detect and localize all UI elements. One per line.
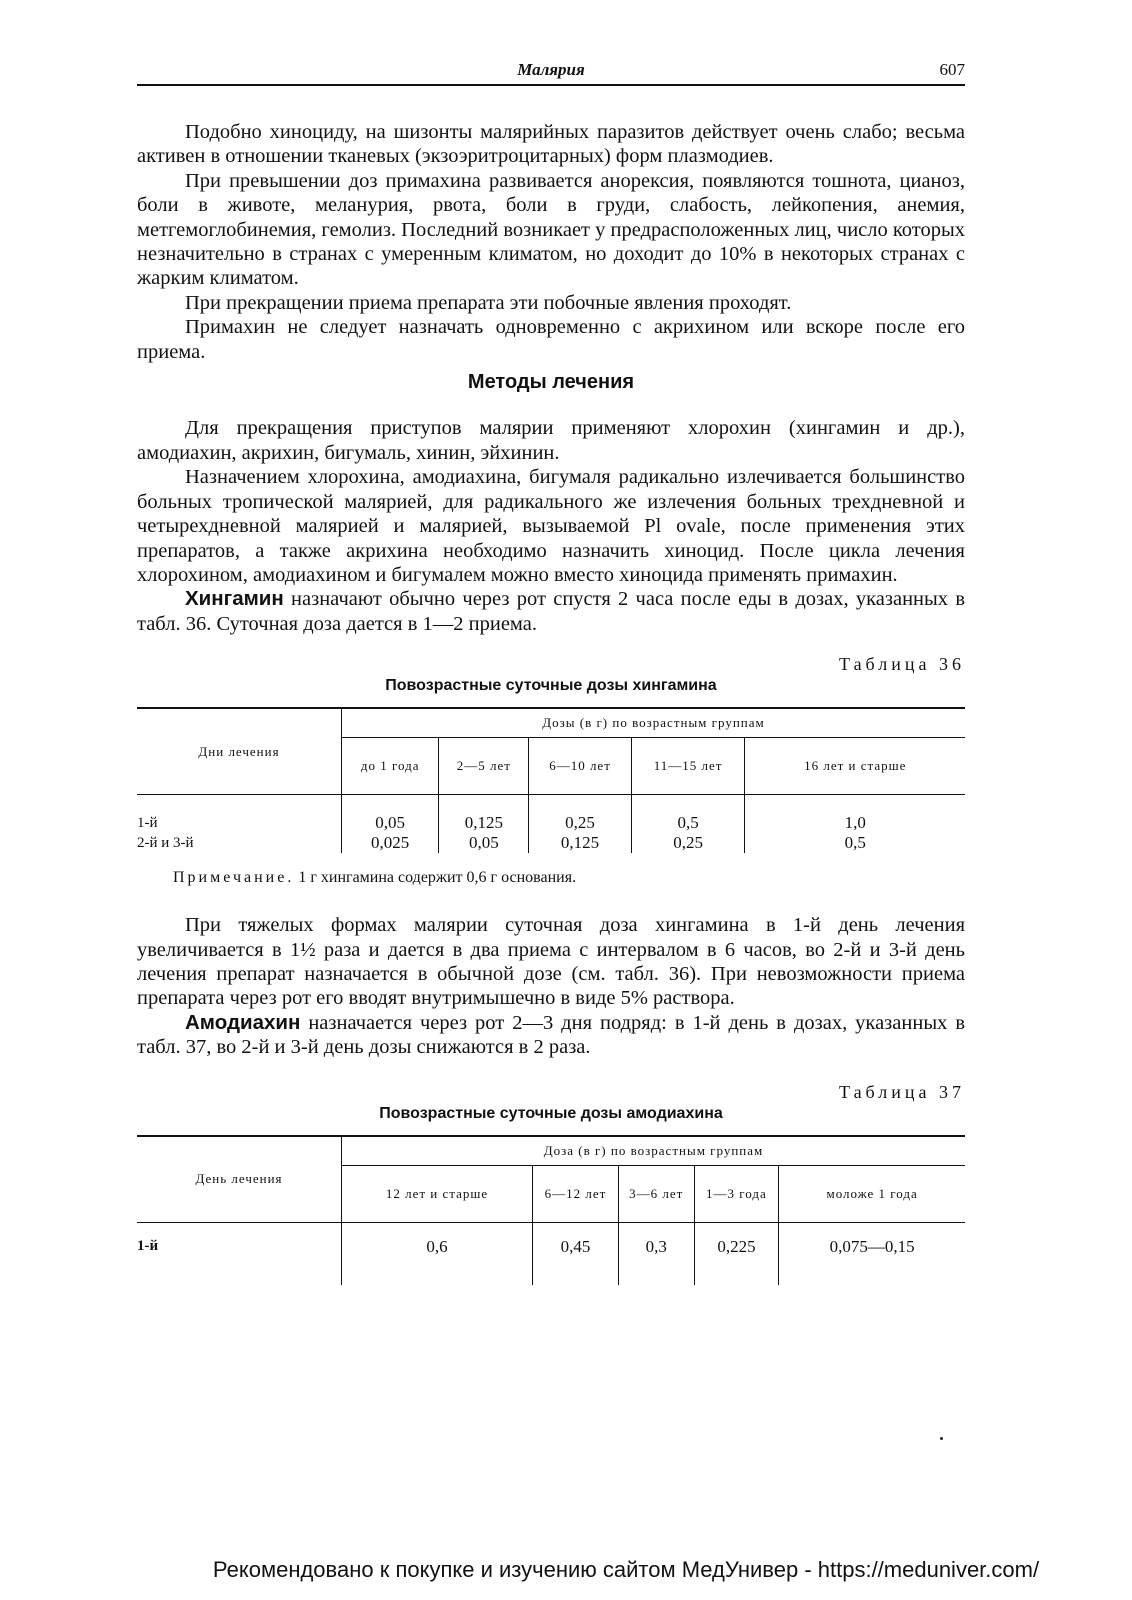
table-column-header: 6—12 лет [532, 1165, 618, 1222]
table-cell: 0,45 [532, 1237, 618, 1257]
section-title: Методы лечения [467, 371, 635, 394]
book-page [137, 58, 965, 1285]
table-cell: 0,225 [694, 1237, 779, 1257]
running-title: Малярия [517, 60, 585, 79]
table-title: Повозрастные суточные дозы амодиахина [379, 1104, 723, 1122]
table-row [137, 813, 965, 833]
paragraph-hingamin [137, 587, 965, 636]
paragraph-text: назначается через рот 2—3 дня подряд: в 1-й день в дозах, указанных в табл. 37, во 2-й и 3-й день дозы снижаются в 2 раза. [137, 1011, 965, 1059]
table-cell: 0,6 [342, 1237, 533, 1257]
table-row [137, 833, 965, 853]
paragraph: Подобно хиноциду, на шизонты малярийных паразитов действует очень слабо; весьма активен в отношении тканевых (экзоэритроцитарных) форм плазмодиев. [137, 121, 965, 168]
table-cell: 0,25 [631, 833, 745, 853]
table-group-header: Доза (в г) по возрастным группам [342, 1136, 966, 1166]
table-cell: 0,05 [342, 813, 439, 833]
table-column-header: 16 лет и старше [745, 738, 965, 795]
table-label: Таблица 36 [839, 654, 965, 675]
paragraph: Примахин не следует назначать одновременно с акрихином или вскоре после его приема. [137, 316, 965, 363]
table-column-header: 6—10 лет [529, 738, 631, 795]
note-label: Примечание. [173, 869, 295, 887]
page-header [137, 58, 965, 86]
table-cell: 1-й [137, 814, 158, 831]
table-cell: 0,125 [529, 833, 631, 853]
table-cell: 1,0 [745, 813, 965, 833]
table-row-header: День лечения [137, 1136, 342, 1223]
drug-name: Хингамин [185, 587, 284, 611]
table-group-header: Дозы (в г) по возрастным группам [342, 708, 966, 738]
paragraph: Для прекращения приступов малярии применяют хлорохин (хингамин и др.), амодиахин, акрихин, бигумаль, хинин, эйхинин. [137, 417, 965, 464]
drug-name: Амодиахин [185, 1010, 301, 1034]
table-cell: 0,05 [439, 833, 529, 853]
table-row [137, 1237, 965, 1257]
page-number: 607 [939, 60, 965, 79]
table-36 [137, 707, 965, 853]
table-column-header: 3—6 лет [618, 1165, 694, 1222]
table-title: Повозрастные суточные дозы хингамина [385, 677, 717, 695]
main-text [137, 120, 965, 636]
table-cell: 0,5 [745, 833, 965, 853]
footer-watermark: Рекомендовано к покупке и изучению сайтом МедУнивер - https://meduniver.com/ [212, 1557, 1040, 1582]
paragraph-amodiaquine [137, 1011, 965, 1060]
table-column-header: до 1 года [342, 738, 439, 795]
table-row-header: Дни лечения [137, 708, 342, 795]
table-column-header: 2—5 лет [439, 738, 529, 795]
paragraph: При превышении доз примахина развивается анорексия, появляются тошнота, цианоз, боли в животе, меланурия, рвота, боли в груди, слабость, лейкопения, анемия, метгемоглобинемия, гемолиз. Последний возникает у предрасположенных лиц, число которых незначительно в странах с умеренным климатом, но доходит до 10% в некоторых странах с жарким климатом. [137, 169, 965, 290]
note-text: 1 г хингамина содержит 0,6 г основания. [294, 869, 577, 887]
table-cell: 0,5 [631, 813, 745, 833]
table-cell: 0,075—0,15 [779, 1237, 965, 1257]
table-cell: 0,25 [529, 813, 631, 833]
table-column-header: моложе 1 года [779, 1165, 965, 1222]
table-cell: 2-й и 3-й [137, 834, 194, 851]
table-cell: 0,025 [342, 833, 439, 853]
table-column-header: 1—3 года [694, 1165, 779, 1222]
table-cell: 0,125 [439, 813, 529, 833]
table-cell: 1-й [137, 1238, 159, 1255]
paragraph: При прекращении приема препарата эти побочные явления проходят. [185, 291, 792, 314]
print-speck [940, 1437, 943, 1440]
table-column-header: 12 лет и старше [342, 1165, 533, 1222]
table-label: Таблица 37 [839, 1081, 965, 1102]
table-column-header: 11—15 лет [631, 738, 745, 795]
paragraph-text: назначают обычно через рот спустя 2 часа после еды в дозах, указанных в табл. 36. Суточная доза дается в 1—2 приема. [137, 588, 965, 635]
main-text-2 [137, 913, 965, 1059]
table-note [173, 869, 965, 887]
paragraph: При тяжелых формах малярии суточная доза хингамина в 1-й день лечения увеличивается в 1½ раза и дается в два приема с интервалом в 6 часов, во 2-й и 3-й день лечения препарат назначается в обычной дозе (см. табл. 36). При невозможности приема препарата через рот его вводят внутримышечно в виде 5% раствора. [137, 914, 965, 1010]
paragraph: Назначением хлорохина, амодиахина, бигумаля радикально излечивается большинство больных тропической малярией, для радикального же излечения больных трехдневной и четырехдневной малярией и малярией, вызываемой Pl ovale, после применения этих препаратов, а также акрихина необходимо назначить хиноцид. После цикла лечения хлорохином, амодиахином и бигумалем можно вместо хиноцида применять примахин. [137, 466, 965, 586]
table-cell: 0,3 [618, 1237, 694, 1257]
table-37 [137, 1135, 965, 1285]
